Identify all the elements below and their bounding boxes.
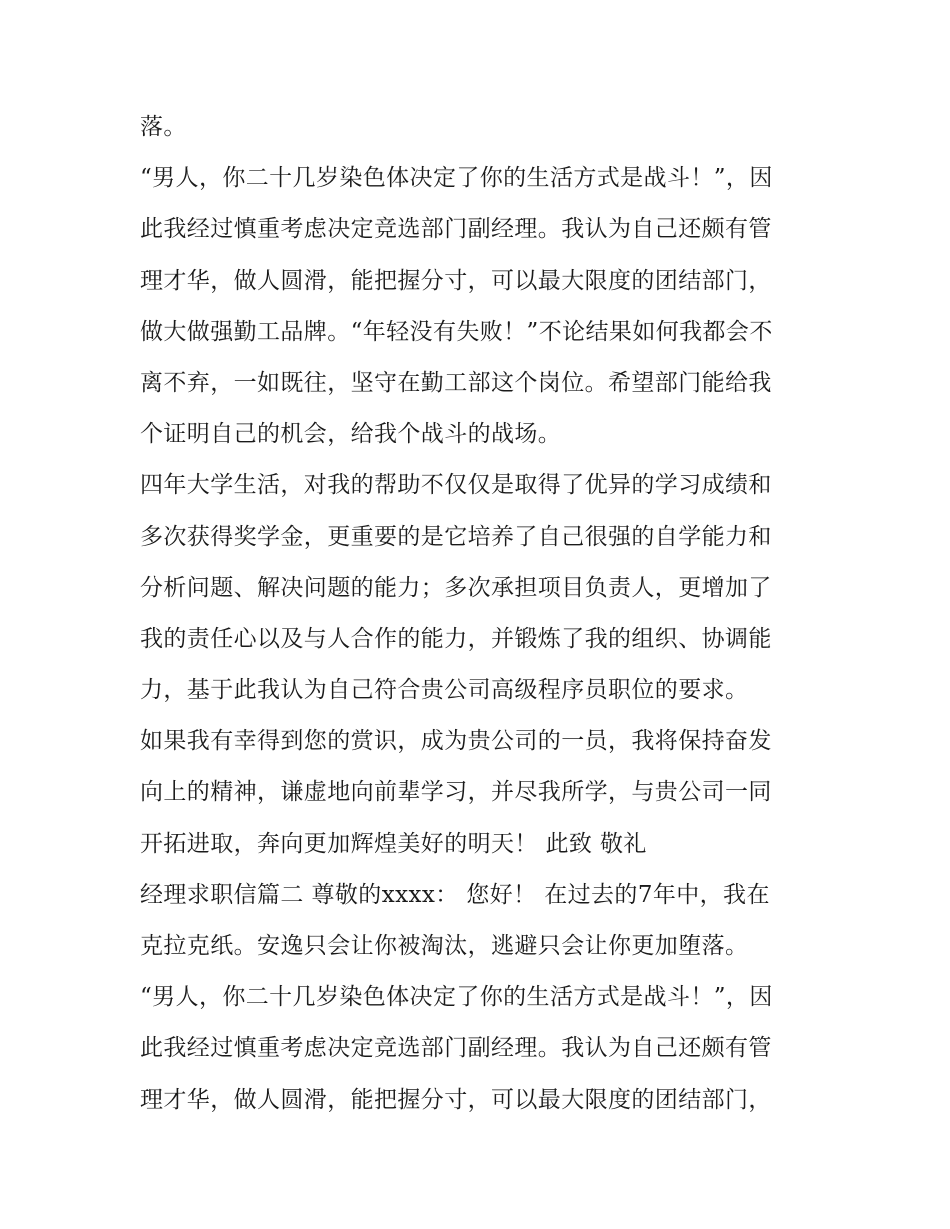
text-line: 个证明自己的机会，给我个战斗的战场。: [140, 421, 562, 448]
text-line: 此我经过慎重考虑决定竞选部门副经理。我认为自己还颇有管: [140, 216, 772, 243]
text-line: 四年大学生活，对我的帮助不仅仅是取得了优异的学习成绩和: [140, 472, 772, 499]
text-line: 理才华，做人圆滑，能把握分寸，可以最大限度的团结部门，: [140, 1086, 772, 1113]
text-line: 经理求职信篇二 尊敬的xxxx： 您好！ 在过去的7年中，我在: [140, 881, 770, 908]
text-line: 向上的精神，谦虚地向前辈学习，并尽我所学，与贵公司一同: [140, 779, 772, 806]
text-line: 我的责任心以及与人合作的能力，并锻炼了我的组织、协调能: [140, 625, 772, 652]
text-line: 离不弃，一如既往，坚守在勤工部这个岗位。希望部门能给我: [140, 369, 772, 396]
text-line: 分析问题、解决问题的能力；多次承担项目负责人，更增加了: [140, 574, 772, 601]
text-line: 落。: [140, 114, 187, 140]
text-line: “男人，你二十几岁染色体决定了你的生活方式是战斗！”，因: [140, 984, 773, 1011]
body-text: [140, 102, 820, 1126]
text-line: 开拓进取，奔向更加辉煌美好的明天！ 此致 敬礼: [140, 830, 647, 857]
text-line: “男人，你二十几岁染色体决定了你的生活方式是战斗！”，因: [140, 165, 773, 192]
text-line: 此我经过慎重考虑决定竞选部门副经理。我认为自己还颇有管: [140, 1035, 772, 1062]
text-line: 多次获得奖学金，更重要的是它培养了自己很强的自学能力和: [140, 523, 772, 550]
text-line: 克拉克纸。安逸只会让你被淘汰，逃避只会让你更加堕落。: [140, 933, 749, 959]
text-line: 理才华，做人圆滑，能把握分寸，可以最大限度的团结部门，: [140, 267, 772, 294]
text-line: 力，基于此我认为自己符合贵公司高级程序员职位的要求。: [140, 677, 749, 704]
text-line: 如果我有幸得到您的赏识，成为贵公司的一员，我将保持奋发: [140, 728, 772, 755]
text-line: 做大做强勤工品牌。“年轻没有失败！”不论结果如何我都会不: [140, 318, 773, 345]
